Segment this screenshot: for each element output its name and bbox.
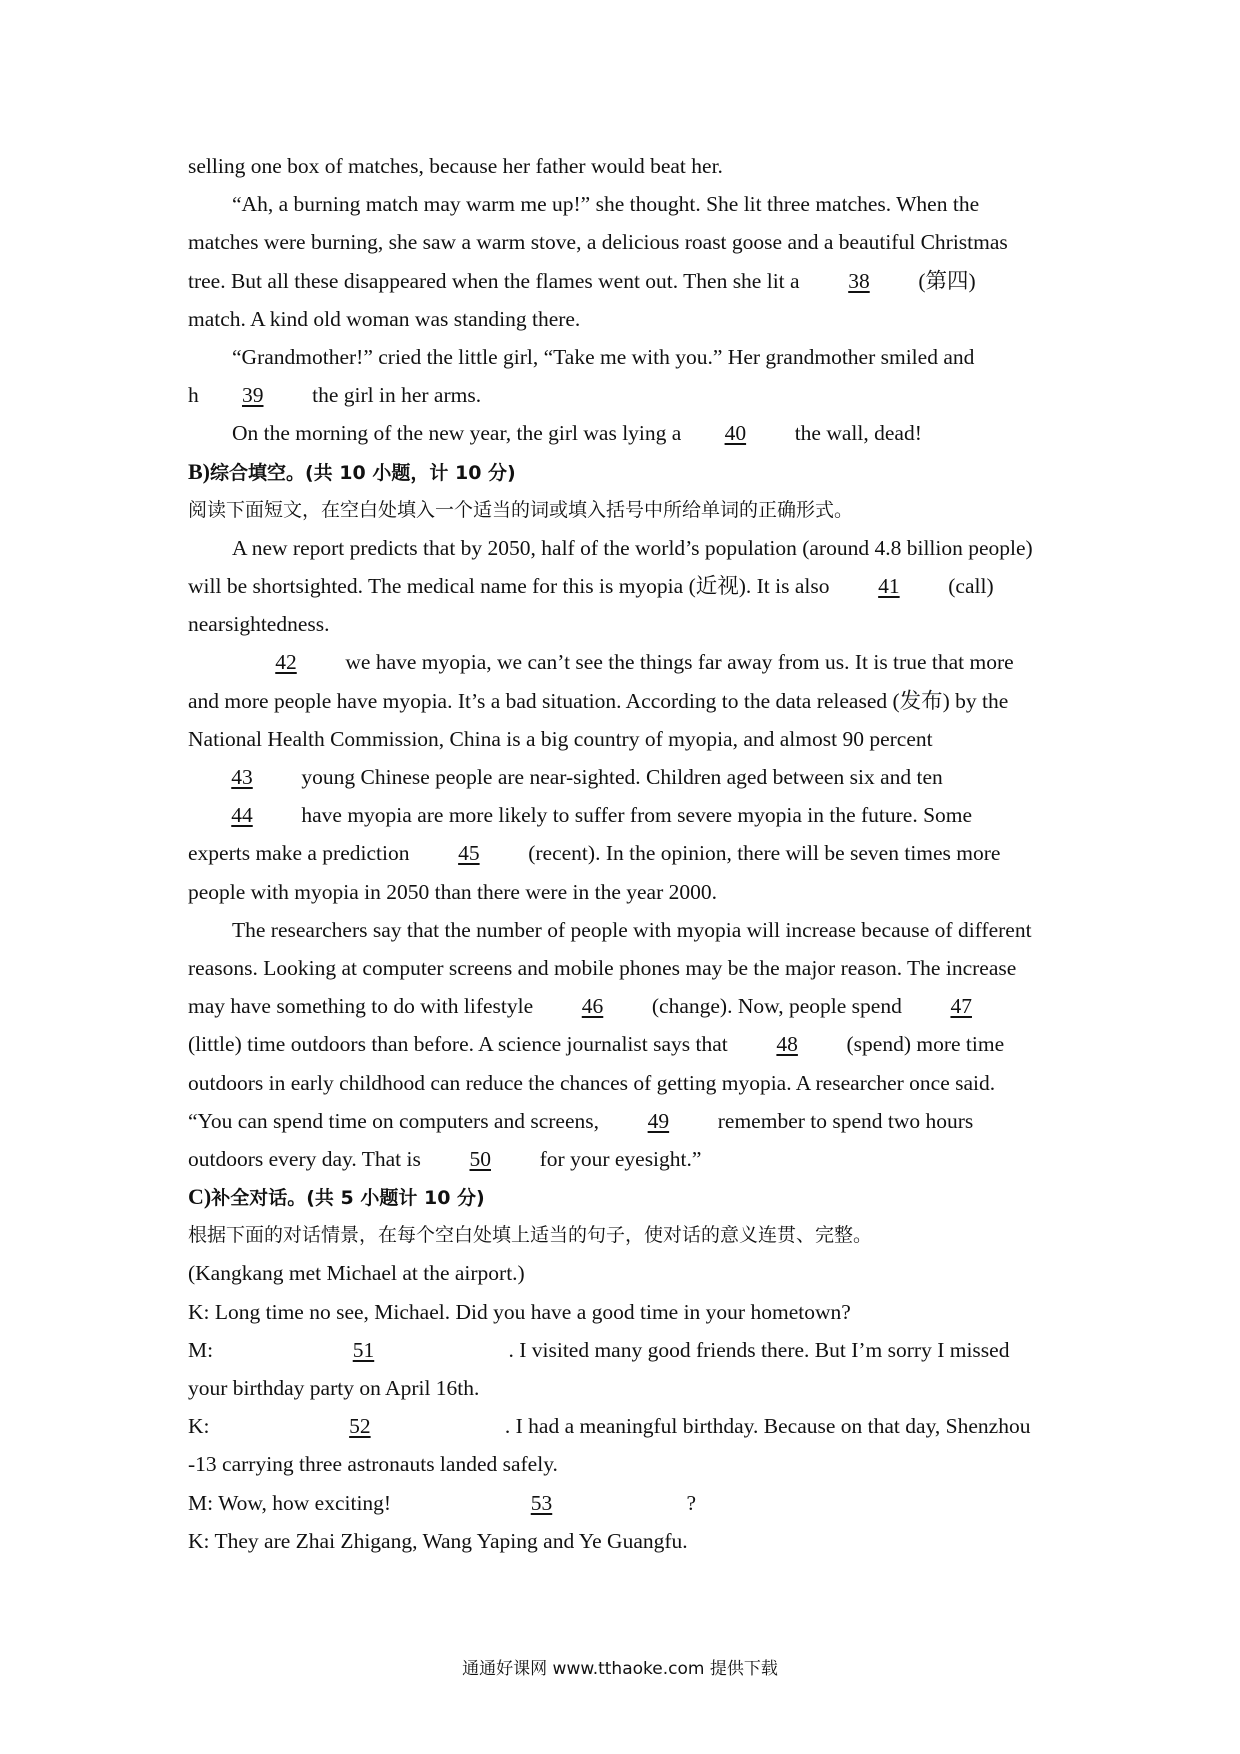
dialogue-line: -13 carrying three astronauts landed safely. [188, 1452, 558, 1477]
story-line: tree. But all these disappeared when the flames went out. Then she lit a 38 (第四) [188, 262, 1060, 300]
answer-blank-51[interactable]: 51 [352, 1337, 375, 1362]
dialogue-line: your birthday party on April 16th. [188, 1376, 480, 1400]
answer-blank-52[interactable]: 52 [349, 1414, 371, 1439]
section-c-heading: C)补全对话。(共 5 小题计 10 分) [188, 1184, 485, 1210]
dialogue-line: K: 52 . I had a meaningful birthday. Because on that day, Shenzhou [188, 1407, 1060, 1445]
passage-line: will be shortsighted. The medical name for this is myopia (近视). It is also 41 (call) [188, 567, 1060, 605]
page-footer: 通通好课网 www.tthaoke.com 提供下载 [462, 1659, 778, 1679]
passage-line: and more people have myopia. It’s a bad situation. According to the data released (发布) by the [188, 688, 1009, 713]
dialogue-line: M: Wow, how exciting! 53 ? [188, 1484, 1060, 1522]
answer-blank-50[interactable]: 50 [469, 1146, 491, 1171]
dialogue-line: K: They are Zhai Zhigang, Wang Yaping and Ye Guangfu. [188, 1528, 688, 1553]
passage-line: people with myopia in 2050 than there were in the year 2000. [188, 879, 717, 904]
section-b-instruction: 阅读下面短文，在空白处填入一个适当的词或填入括号中所给单词的正确形式。 [188, 498, 854, 521]
passage-line: outdoors every day. That is 50 for your eyesight.” [188, 1140, 1060, 1178]
document-page [188, 147, 1060, 1560]
section-c-instruction: 根据下面的对话情景，在每个空白处填上适当的句子，使对话的意义连贯、完整。 [188, 1224, 873, 1247]
passage-line: may have something to do with lifestyle 46 (change). Now, people spend 47 [188, 987, 1060, 1025]
story-line: h 39 the girl in her arms. [188, 376, 1060, 414]
story-line: “Grandmother!” cried the little girl, “Take me with you.” Her grandmother smiled and [232, 344, 975, 369]
passage-line: National Health Commission, China is a big country of myopia, and almost 90 percent [188, 726, 933, 751]
passage-line: 43 young Chinese people are near-sighted. Children aged between six and ten [188, 758, 1060, 796]
passage-line: experts make a prediction 45 (recent). In the opinion, there will be seven times more [188, 834, 1060, 872]
answer-blank-39[interactable]: 39 [242, 383, 264, 408]
answer-blank-38[interactable]: 38 [848, 268, 870, 293]
story-line: “Ah, a burning match may warm me up!” she thought. She lit three matches. When the [232, 192, 980, 217]
answer-blank-53[interactable]: 53 [530, 1490, 553, 1515]
passage-line: “You can spend time on computers and screens, 49 remember to spend two hours [188, 1102, 1060, 1140]
section-b-heading: B)综合填空。(共 10 小题，计 10 分) [188, 458, 516, 484]
answer-blank-47[interactable]: 47 [950, 994, 972, 1019]
dialogue-line: K: Long time no see, Michael. Did you have a good time in your hometown? [188, 1299, 851, 1324]
answer-blank-42[interactable]: 42 [275, 650, 297, 675]
passage-line: A new report predicts that by 2050, half of the world’s population (around 4.8 billion people) [232, 535, 1033, 560]
answer-blank-43[interactable]: 43 [231, 765, 253, 789]
passage-line: 44 have myopia are more likely to suffer from severe myopia in the future. Some [188, 796, 1060, 834]
answer-blank-48[interactable]: 48 [776, 1032, 798, 1057]
answer-blank-41[interactable]: 41 [878, 574, 900, 599]
answer-blank-46[interactable]: 46 [581, 994, 604, 1019]
passage-line: nearsightedness. [188, 612, 330, 637]
passage-line: The researchers say that the number of people with myopia will increase because of different [232, 917, 1032, 942]
story-line: On the morning of the new year, the girl was lying a 40 the wall, dead! [188, 414, 1060, 452]
answer-blank-44[interactable]: 44 [231, 803, 253, 828]
dialogue-line: M: 51 . I visited many good friends there. But I’m sorry I missed [188, 1331, 1060, 1369]
story-line: matches were burning, she saw a warm stove, a delicious roast goose and a beautiful Christmas [188, 230, 1008, 255]
answer-blank-45[interactable]: 45 [458, 841, 480, 866]
passage-line: (little) time outdoors than before. A science journalist says that 48 (spend) more time [188, 1025, 1060, 1063]
answer-blank-49[interactable]: 49 [647, 1108, 670, 1133]
story-line: match. A kind old woman was standing there. [188, 306, 581, 331]
passage-line: 42 we have myopia, we can’t see the things far away from us. It is true that more [188, 643, 1060, 681]
dialogue-scene: (Kangkang met Michael at the airport.) [188, 1261, 525, 1286]
passage-line: reasons. Looking at computer screens and mobile phones may be the major reason. The increase [188, 955, 1017, 980]
story-line: selling one box of matches, because her father would beat her. [188, 154, 723, 178]
passage-line: outdoors in early childhood can reduce the chances of getting myopia. A researcher once said. [188, 1070, 996, 1095]
answer-blank-40[interactable]: 40 [724, 421, 747, 446]
